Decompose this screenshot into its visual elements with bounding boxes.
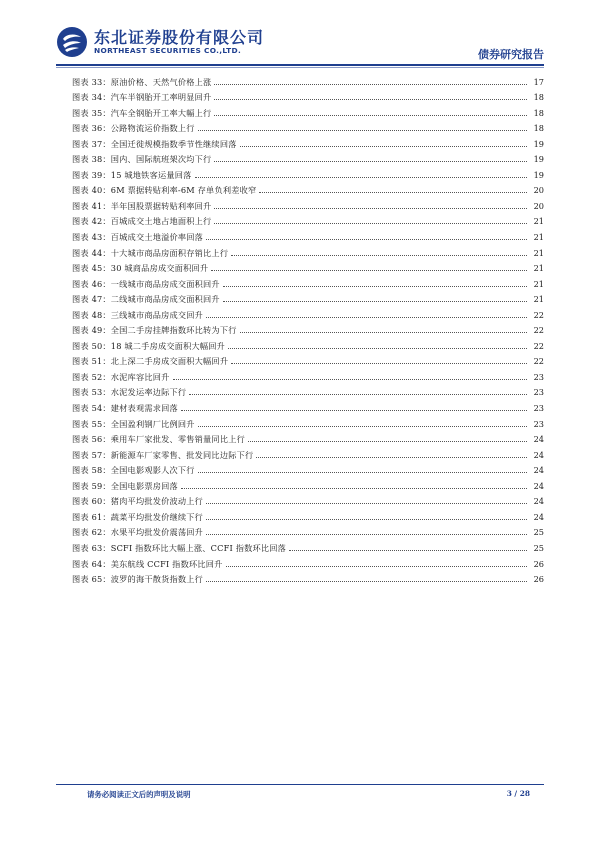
toc-entry-title: 图表 50：18 城二手房成交面积大幅回升 [72,340,226,351]
company-name-en: NORTHEAST SECURITIES CO.,LTD. [94,46,242,55]
toc-entry-title: 图表 52：水泥库容比回升 [72,371,170,382]
toc-entry-title: 图表 42：百城成交土地占地面积上行 [72,216,212,227]
toc-entry-page: 25 [533,542,544,553]
toc-entry-title: 图表 44：十大城市商品房面积存销比上行 [72,247,229,258]
toc-entry[interactable] [72,397,544,413]
toc-entry-title: 图表 48：三线城市商品房成交回升 [72,309,204,320]
toc-entry-title: 图表 43：百城成交土地溢价率回落 [72,232,204,243]
toc-entry-page: 19 [533,154,544,165]
toc-entry-title: 图表 54：建材表观需求回落 [72,403,178,414]
toc-entry-title: 图表 59：全国电影票房回落 [72,480,178,491]
toc-dot-leader [226,566,527,567]
toc-entry-page: 25 [533,527,544,538]
toc-entry-page: 24 [533,449,544,460]
page-number: 3 / 28 [506,789,530,798]
toc-entry[interactable] [72,506,544,522]
toc-dot-leader [248,441,527,442]
toc-entry[interactable] [72,522,544,538]
toc-entry[interactable] [72,335,544,351]
toc-entry-title: 图表 46：一线城市商品房成交面积回升 [72,278,220,289]
header-divider-thin [56,67,544,68]
toc-entry-page: 26 [533,558,544,569]
toc-dot-leader [214,115,527,116]
toc-dot-leader [211,270,527,271]
toc-dot-leader [214,161,527,162]
toc-entry-page: 20 [533,185,544,196]
toc-entry-title: 图表 40：6M 票据转贴利率-6M 存单负利差收窄 [72,185,257,196]
toc-entry[interactable] [72,444,544,460]
toc-entry[interactable] [72,553,544,569]
toc-entry-page: 17 [533,76,544,87]
toc-entry-page: 24 [533,496,544,507]
toc-entry[interactable] [72,320,544,336]
toc-entry[interactable] [72,71,544,87]
toc-dot-leader [214,84,527,85]
footer-divider [56,784,544,785]
toc-dot-leader [214,208,527,209]
toc-entry-page: 22 [533,309,544,320]
toc-entry[interactable] [72,289,544,305]
toc-entry-title: 图表 35：汽车全钢胎开工率大幅上行 [72,107,212,118]
toc-dot-leader [206,534,527,535]
toc-entry[interactable] [72,382,544,398]
report-type-label: 债券研究报告 [478,48,544,61]
toc-entry[interactable] [72,429,544,445]
toc-entry[interactable] [72,537,544,553]
toc-entry[interactable] [72,475,544,491]
toc-entry-page: 18 [533,123,544,134]
toc-entry-title: 图表 49：全国二手房挂牌指数环比转为下行 [72,325,237,336]
toc-dot-leader [289,550,527,551]
toc-entry-page: 18 [533,92,544,103]
toc-dot-leader [223,301,527,302]
toc-entry-page: 23 [533,403,544,414]
toc-dot-leader [198,472,527,473]
toc-entry-page: 26 [533,574,544,585]
toc-entry[interactable] [72,304,544,320]
company-name-cn: 东北证券股份有限公司 [94,28,265,47]
toc-dot-leader [206,503,527,504]
toc-entry-page: 22 [533,356,544,367]
toc-entry-page: 19 [533,169,544,180]
toc-entry-page: 22 [533,340,544,351]
toc-entry-page: 22 [533,325,544,336]
page-header [56,24,544,64]
toc-entry[interactable] [72,133,544,149]
toc-dot-leader [189,394,527,395]
toc-entry-page: 20 [533,200,544,211]
toc-dot-leader [231,255,527,256]
header-divider [56,64,544,66]
toc-entry-title: 图表 39：15 城地铁客运量回落 [72,169,192,180]
toc-entry[interactable] [72,211,544,227]
toc-entry-page: 23 [533,371,544,382]
toc-entry-title: 图表 37：全国迁徙规模指数季节性继续回落 [72,138,237,149]
toc-entry-page: 24 [533,511,544,522]
toc-entry-title: 图表 33：原油价格、天然气价格上涨 [72,76,212,87]
toc-entry-title: 图表 65：波罗的海干散货指数上行 [72,574,204,585]
toc-entry-title: 图表 63：SCFI 指数环比大幅上涨、CCFI 指数环比回落 [72,542,287,553]
toc-dot-leader [206,581,527,582]
toc-entry-title: 图表 62：水果平均批发价震荡回升 [72,527,204,538]
toc-entry-title: 图表 60：猪肉平均批发价波动上行 [72,496,204,507]
toc-dot-leader [231,363,527,364]
toc-dot-leader [181,410,527,411]
toc-dot-leader [214,223,527,224]
toc-entry-title: 图表 57：新能源车厂家零售、批发同比边际下行 [72,449,254,460]
toc-entry[interactable] [72,87,544,103]
toc-dot-leader [228,348,527,349]
toc-entry[interactable] [72,491,544,507]
toc-entry-title: 图表 47：二线城市商品房成交面积回升 [72,294,220,305]
toc-entry-page: 21 [533,263,544,274]
toc-dot-leader [206,239,527,240]
toc-entry-page: 18 [533,107,544,118]
toc-entry-title: 图表 58：全国电影观影人次下行 [72,465,195,476]
northeast-securities-logo-icon [56,26,88,58]
toc-entry[interactable] [72,195,544,211]
toc-dot-leader [256,457,527,458]
toc-entry-title: 图表 53：水泥发运率边际下行 [72,387,187,398]
toc-entry[interactable] [72,149,544,165]
toc-dot-leader [181,488,527,489]
footer-disclaimer: 请务必阅读正文后的声明及说明 [87,790,191,799]
toc-entry-title: 图表 64：美东航线 CCFI 指数环比回升 [72,558,223,569]
toc-entry-title: 图表 61：蔬菜平均批发价继续下行 [72,511,204,522]
toc-entry[interactable] [72,273,544,289]
toc-entry[interactable] [72,226,544,242]
toc-entry[interactable] [72,180,544,196]
toc-entry-page: 23 [533,387,544,398]
toc-entry-title: 图表 38：国内、国际航班架次均下行 [72,154,212,165]
toc-entry-title: 图表 41：半年国股票据转贴利率回升 [72,200,212,211]
toc-dot-leader [198,130,527,131]
toc-dot-leader [206,317,527,318]
toc-dot-leader [259,192,527,193]
toc-entry[interactable] [72,242,544,258]
toc-entry-page: 21 [533,232,544,243]
toc-entry[interactable] [72,351,544,367]
toc-dot-leader [223,286,527,287]
toc-entry-page: 24 [533,480,544,491]
toc-entry[interactable] [72,366,544,382]
toc-entry-page: 21 [533,278,544,289]
toc-dot-leader [198,426,527,427]
toc-entry-title: 图表 36：公路物流运价指数上行 [72,123,195,134]
toc-entry-page: 24 [533,434,544,445]
toc-entry-title: 图表 51：北上深二手房成交面积大幅回升 [72,356,229,367]
toc-dot-leader [214,99,527,100]
toc-entry[interactable] [72,569,544,585]
toc-entry-title: 图表 34：汽车半钢胎开工率明显回升 [72,92,212,103]
toc-dot-leader [206,519,527,520]
toc-dot-leader [240,146,527,147]
toc-entry[interactable] [72,413,544,429]
toc-entry-page: 21 [533,247,544,258]
toc-entry-page: 23 [533,418,544,429]
toc-dot-leader [195,177,527,178]
table-of-figures [72,71,544,584]
toc-entry-page: 21 [533,294,544,305]
toc-entry-title: 图表 45：30 城商品房成交面积回升 [72,263,209,274]
toc-entry[interactable] [72,258,544,274]
toc-entry-page: 19 [533,138,544,149]
toc-entry-page: 24 [533,465,544,476]
toc-entry-page: 21 [533,216,544,227]
toc-entry[interactable] [72,118,544,134]
toc-dot-leader [173,379,528,380]
toc-entry-title: 图表 56：乘用车厂家批发、零售销量同比上行 [72,434,245,445]
toc-entry[interactable] [72,460,544,476]
toc-entry[interactable] [72,102,544,118]
toc-entry[interactable] [72,164,544,180]
toc-dot-leader [240,332,527,333]
toc-entry-title: 图表 55：全国盈利钢厂比例回升 [72,418,195,429]
